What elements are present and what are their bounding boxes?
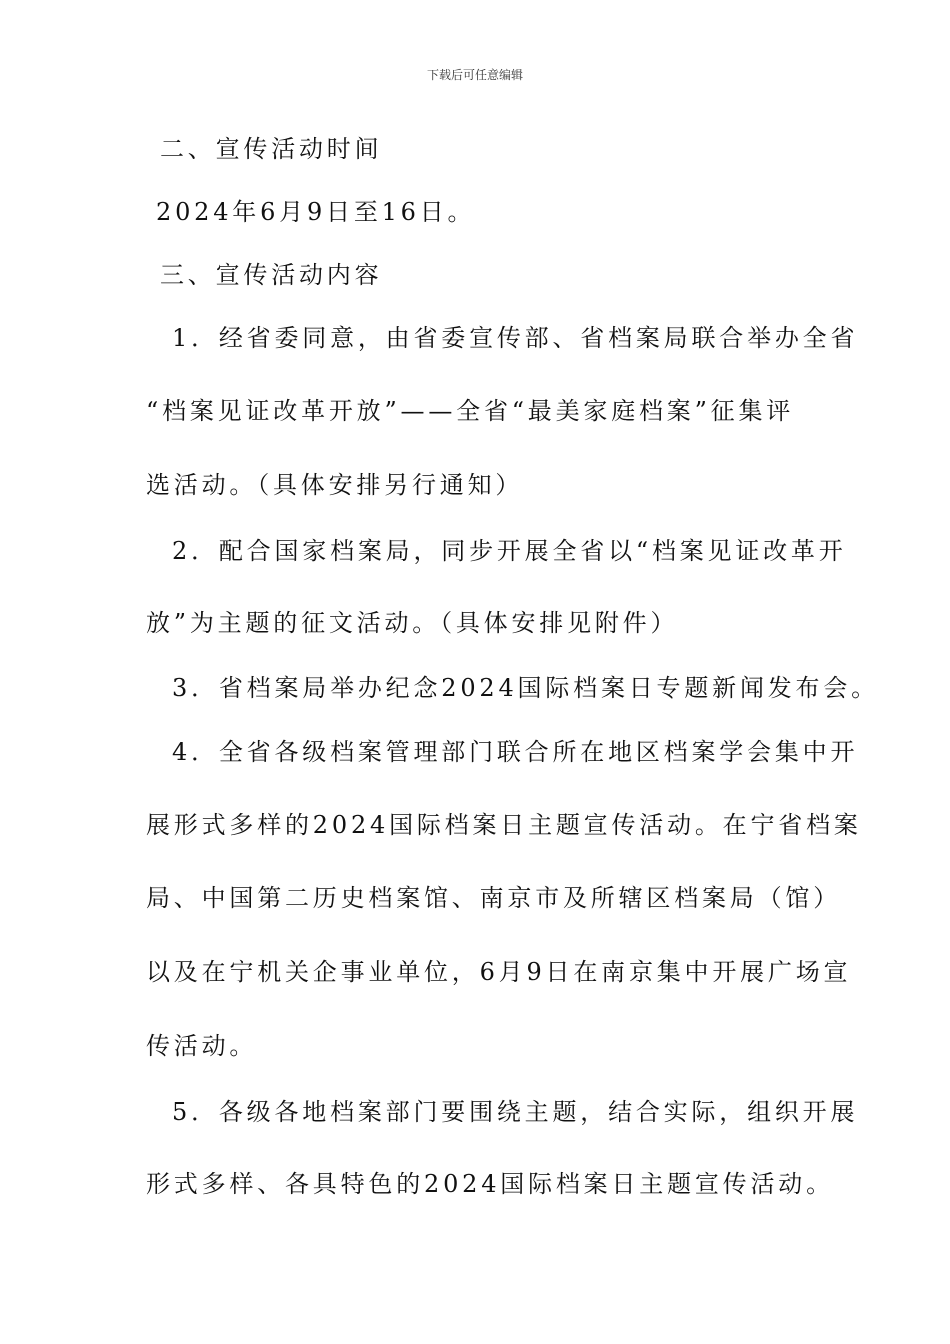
item-3-line-1: 3．省档案局举办纪念2024国际档案日专题新闻发布会。 bbox=[172, 674, 879, 702]
item-1-line-2: “档案见证改革开放”——全省“最美家庭档案”征集评 bbox=[146, 397, 795, 425]
item-1-line-3: 选活动。（具体安排另行通知） bbox=[146, 471, 524, 499]
section-heading-time: 二、宣传活动时间 bbox=[160, 135, 383, 163]
item-1-line-1: 1．经省委同意，由省委宣传部、省档案局联合举办全省 bbox=[172, 324, 859, 352]
item-4-line-1: 4．全省各级档案管理部门联合所在地区档案学会集中开 bbox=[172, 738, 859, 766]
date-range-text: 2024年6月9日至16日。 bbox=[156, 198, 476, 226]
item-4-line-4: 以及在宁机关企事业单位，6月9日在南京集中开展广场宣 bbox=[146, 958, 852, 986]
page-header-note: 下载后可任意编辑 bbox=[426, 68, 523, 82]
item-2-line-1: 2．配合国家档案局，同步开展全省以“档案见证改革开 bbox=[172, 537, 847, 565]
item-2-line-2: 放”为主题的征文活动。（具体安排见附件） bbox=[146, 609, 679, 637]
item-4-line-3: 局、中国第二历史档案馆、南京市及所辖区档案局（馆） bbox=[146, 884, 841, 912]
item-4-line-5: 传活动。 bbox=[146, 1032, 258, 1060]
section-heading-content: 三、宣传活动内容 bbox=[160, 261, 383, 289]
item-5-line-1: 5．各级各地档案部门要围绕主题，结合实际，组织开展 bbox=[172, 1098, 859, 1126]
item-4-line-2: 展形式多样的2024国际档案日主题宣传活动。在宁省档案 bbox=[146, 811, 862, 839]
item-5-line-2: 形式多样、各具特色的2024国际档案日主题宣传活动。 bbox=[146, 1170, 834, 1198]
